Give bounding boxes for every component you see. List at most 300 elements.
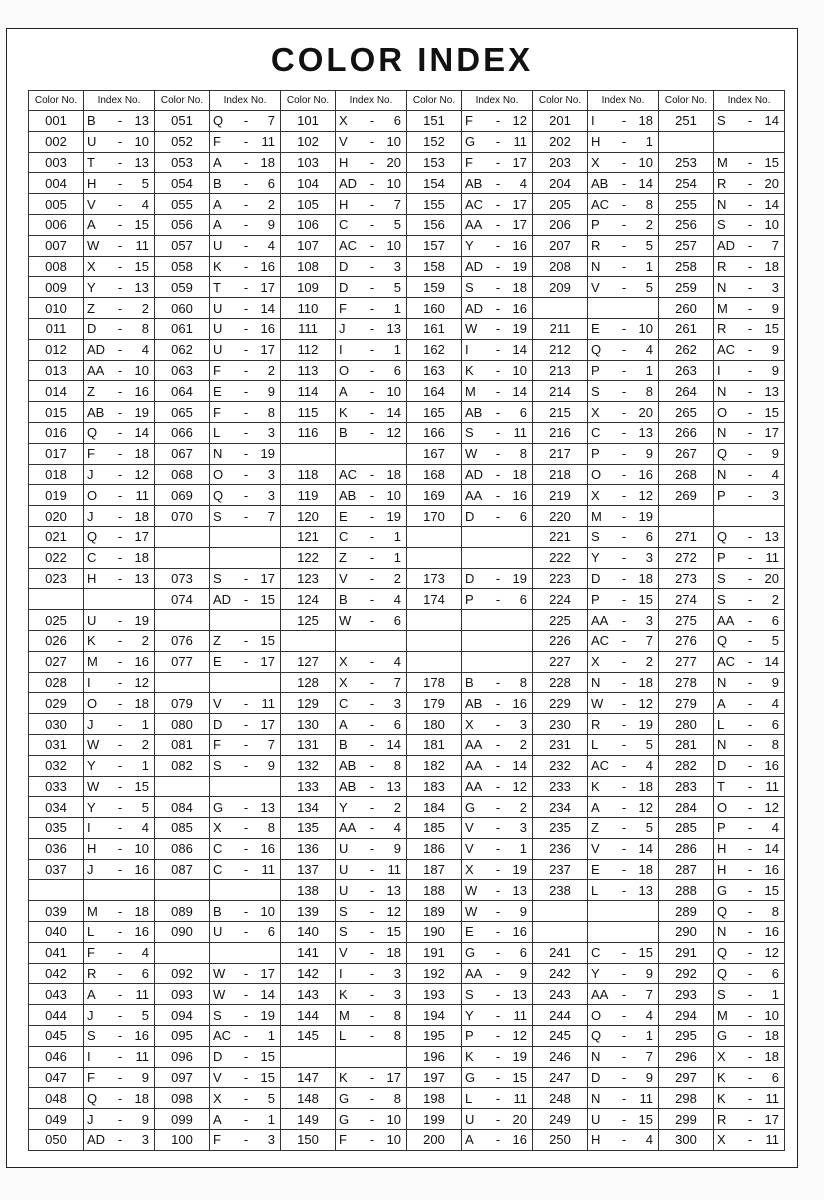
index-letter: S bbox=[717, 986, 726, 1002]
index-letter: N bbox=[717, 383, 727, 399]
index-number: 20 bbox=[386, 154, 401, 170]
index-no-cell bbox=[462, 901, 533, 922]
index-number: 4 bbox=[771, 695, 779, 711]
index-letter: R bbox=[717, 321, 727, 337]
color-no-cell bbox=[281, 630, 336, 651]
index-dash: - bbox=[117, 633, 123, 649]
index-dash: - bbox=[117, 279, 123, 295]
index-number: 18 bbox=[134, 508, 149, 524]
index-letter: R bbox=[87, 966, 97, 982]
index-no-cell bbox=[588, 111, 659, 132]
index-number: 10 bbox=[764, 1007, 779, 1023]
index-no-cell bbox=[714, 714, 785, 735]
index-number: 8 bbox=[393, 1007, 401, 1023]
color-no-cell: 291 bbox=[659, 942, 714, 963]
index-letter: F bbox=[339, 1132, 347, 1148]
color-no-cell: 132 bbox=[281, 755, 336, 776]
index-number: 6 bbox=[771, 1070, 779, 1086]
index-no-cell bbox=[588, 547, 659, 568]
index-number: 19 bbox=[134, 404, 149, 420]
index-dash: - bbox=[243, 425, 249, 441]
index-number: 20 bbox=[764, 175, 779, 191]
index-no-cell bbox=[714, 672, 785, 693]
color-no-cell: 124 bbox=[281, 589, 336, 610]
color-no-cell: 121 bbox=[281, 526, 336, 547]
index-no-cell bbox=[588, 1026, 659, 1047]
index-number: 13 bbox=[134, 279, 149, 295]
index-number: 9 bbox=[771, 446, 779, 462]
index-no-cell bbox=[336, 838, 407, 859]
index-dash: - bbox=[243, 1070, 249, 1086]
index-number: 6 bbox=[771, 716, 779, 732]
index-dash: - bbox=[495, 175, 501, 191]
color-no-cell: 101 bbox=[281, 111, 336, 132]
index-dash: - bbox=[117, 1111, 123, 1127]
index-letter: AC bbox=[591, 633, 610, 649]
index-dash: - bbox=[621, 362, 627, 378]
index-letter: W bbox=[465, 903, 478, 919]
index-letter: P bbox=[591, 217, 600, 233]
index-no-cell bbox=[210, 589, 281, 610]
index-no-cell bbox=[210, 506, 281, 527]
index-letter: R bbox=[591, 238, 601, 254]
index-no-cell bbox=[336, 984, 407, 1005]
index-dash: - bbox=[747, 154, 753, 170]
index-dash: - bbox=[747, 674, 753, 690]
color-no-cell: 094 bbox=[155, 1005, 210, 1026]
index-dash: - bbox=[621, 196, 627, 212]
index-no-cell bbox=[462, 318, 533, 339]
index-dash: - bbox=[747, 695, 753, 711]
color-no-cell bbox=[155, 942, 210, 963]
index-letter: M bbox=[717, 1007, 728, 1023]
color-no-cell: 219 bbox=[533, 485, 588, 506]
index-letter: N bbox=[717, 737, 727, 753]
index-letter: AC bbox=[717, 342, 736, 358]
index-dash: - bbox=[369, 654, 375, 670]
index-letter: F bbox=[213, 362, 221, 378]
color-no-cell bbox=[155, 672, 210, 693]
color-no-cell bbox=[155, 547, 210, 568]
index-letter: R bbox=[717, 175, 727, 191]
index-number: 14 bbox=[386, 737, 401, 753]
index-no-cell bbox=[714, 797, 785, 818]
color-no-cell: 073 bbox=[155, 568, 210, 589]
index-no-cell bbox=[210, 714, 281, 735]
index-letter: AB bbox=[465, 695, 483, 711]
color-no-cell: 158 bbox=[407, 256, 462, 277]
index-dash: - bbox=[495, 342, 501, 358]
color-no-cell: 102 bbox=[281, 131, 336, 152]
index-dash: - bbox=[243, 1132, 249, 1148]
index-letter: U bbox=[213, 924, 223, 940]
index-dash: - bbox=[243, 383, 249, 399]
index-no-cell bbox=[84, 1109, 155, 1130]
color-no-cell: 066 bbox=[155, 422, 210, 443]
index-letter: W bbox=[465, 446, 478, 462]
index-letter: T bbox=[87, 154, 95, 170]
index-no-cell bbox=[84, 111, 155, 132]
index-number: 12 bbox=[638, 799, 653, 815]
color-no-cell: 123 bbox=[281, 568, 336, 589]
index-dash: - bbox=[117, 695, 123, 711]
index-dash: - bbox=[495, 383, 501, 399]
color-no-cell: 183 bbox=[407, 776, 462, 797]
index-number: 14 bbox=[764, 654, 779, 670]
index-dash: - bbox=[243, 799, 249, 815]
index-dash: - bbox=[621, 529, 627, 545]
index-letter: U bbox=[465, 1111, 475, 1127]
index-number: 10 bbox=[386, 1111, 401, 1127]
color-no-cell: 001 bbox=[29, 111, 84, 132]
color-no-cell: 130 bbox=[281, 714, 336, 735]
index-no-cell bbox=[588, 339, 659, 360]
index-no-cell bbox=[462, 1088, 533, 1109]
index-letter: A bbox=[213, 154, 222, 170]
index-dash: - bbox=[495, 778, 501, 794]
index-no-cell bbox=[84, 1088, 155, 1109]
color-no-cell: 195 bbox=[407, 1026, 462, 1047]
index-letter: W bbox=[339, 612, 352, 628]
color-no-cell: 276 bbox=[659, 630, 714, 651]
index-letter: X bbox=[591, 154, 600, 170]
index-dash: - bbox=[369, 820, 375, 836]
index-dash: - bbox=[621, 466, 627, 482]
index-letter: D bbox=[213, 1049, 223, 1065]
color-no-cell: 260 bbox=[659, 298, 714, 319]
index-number: 16 bbox=[134, 654, 149, 670]
index-number: 9 bbox=[645, 1070, 653, 1086]
color-no-cell: 164 bbox=[407, 381, 462, 402]
color-no-cell: 247 bbox=[533, 1067, 588, 1088]
index-letter: D bbox=[465, 508, 475, 524]
color-no-cell: 230 bbox=[533, 714, 588, 735]
index-dash: - bbox=[117, 342, 123, 358]
color-no-cell: 039 bbox=[29, 901, 84, 922]
index-number: 19 bbox=[512, 1049, 527, 1065]
color-no-cell: 272 bbox=[659, 547, 714, 568]
index-dash: - bbox=[621, 654, 627, 670]
index-letter: H bbox=[339, 196, 349, 212]
color-no-cell: 298 bbox=[659, 1088, 714, 1109]
color-no-cell: 188 bbox=[407, 880, 462, 901]
index-dash: - bbox=[747, 1090, 753, 1106]
color-no-cell: 223 bbox=[533, 568, 588, 589]
color-no-cell: 061 bbox=[155, 318, 210, 339]
index-no-cell bbox=[714, 651, 785, 672]
index-letter: S bbox=[465, 279, 474, 295]
index-number: 8 bbox=[771, 737, 779, 753]
index-number: 6 bbox=[771, 966, 779, 982]
index-number: 17 bbox=[764, 1111, 779, 1127]
index-no-cell bbox=[210, 214, 281, 235]
table-row bbox=[29, 610, 785, 631]
index-number: 9 bbox=[771, 674, 779, 690]
color-no-cell: 218 bbox=[533, 464, 588, 485]
table-row bbox=[29, 381, 785, 402]
index-no-cell bbox=[210, 1130, 281, 1151]
index-number: 12 bbox=[512, 113, 527, 129]
index-no-cell bbox=[84, 610, 155, 631]
index-no-cell bbox=[462, 942, 533, 963]
index-no-cell bbox=[336, 963, 407, 984]
index-no-cell bbox=[714, 1088, 785, 1109]
color-no-cell: 144 bbox=[281, 1005, 336, 1026]
table-row bbox=[29, 111, 785, 132]
index-no-cell bbox=[588, 443, 659, 464]
index-number: 13 bbox=[638, 425, 653, 441]
index-dash: - bbox=[243, 633, 249, 649]
index-dash: - bbox=[117, 1132, 123, 1148]
index-letter: J bbox=[87, 466, 94, 482]
index-letter: N bbox=[717, 466, 727, 482]
index-dash: - bbox=[495, 799, 501, 815]
color-no-cell: 051 bbox=[155, 111, 210, 132]
index-no-cell bbox=[714, 755, 785, 776]
index-dash: - bbox=[117, 217, 123, 233]
index-dash: - bbox=[117, 321, 123, 337]
index-no-cell bbox=[84, 485, 155, 506]
index-no-cell bbox=[462, 464, 533, 485]
index-letter: U bbox=[591, 1111, 601, 1127]
index-number: 15 bbox=[260, 1049, 275, 1065]
index-no-cell bbox=[84, 256, 155, 277]
color-no-cell: 296 bbox=[659, 1046, 714, 1067]
table-row bbox=[29, 464, 785, 485]
index-dash: - bbox=[369, 570, 375, 586]
index-dash: - bbox=[117, 1007, 123, 1023]
index-letter: K bbox=[465, 1049, 474, 1065]
index-no-cell bbox=[210, 318, 281, 339]
index-number: 4 bbox=[141, 342, 149, 358]
index-dash: - bbox=[369, 1070, 375, 1086]
index-letter: X bbox=[339, 654, 348, 670]
index-no-cell bbox=[588, 755, 659, 776]
index-letter: AA bbox=[717, 612, 735, 628]
index-no-cell bbox=[588, 173, 659, 194]
color-no-cell: 203 bbox=[533, 152, 588, 173]
index-letter: F bbox=[87, 446, 95, 462]
index-letter: W bbox=[465, 321, 478, 337]
color-no-cell: 077 bbox=[155, 651, 210, 672]
index-letter: E bbox=[213, 654, 222, 670]
index-number: 16 bbox=[512, 300, 527, 316]
index-dash: - bbox=[369, 758, 375, 774]
index-number: 17 bbox=[260, 570, 275, 586]
index-no-cell bbox=[210, 339, 281, 360]
index-no-cell bbox=[210, 443, 281, 464]
index-number: 6 bbox=[519, 945, 527, 961]
table-row bbox=[29, 485, 785, 506]
color-no-cell: 182 bbox=[407, 755, 462, 776]
color-no-cell: 216 bbox=[533, 422, 588, 443]
index-dash: - bbox=[747, 924, 753, 940]
index-dash: - bbox=[369, 362, 375, 378]
color-no-cell: 097 bbox=[155, 1067, 210, 1088]
index-number: 15 bbox=[764, 404, 779, 420]
index-letter: W bbox=[213, 966, 226, 982]
color-no-cell: 152 bbox=[407, 131, 462, 152]
index-no-cell bbox=[210, 235, 281, 256]
index-number: 5 bbox=[393, 279, 401, 295]
index-dash: - bbox=[621, 778, 627, 794]
color-no-cell: 087 bbox=[155, 859, 210, 880]
index-letter: H bbox=[717, 862, 727, 878]
index-no-cell bbox=[714, 1109, 785, 1130]
color-no-cell: 015 bbox=[29, 402, 84, 423]
index-dash: - bbox=[243, 820, 249, 836]
index-no-cell bbox=[714, 1005, 785, 1026]
index-no-cell bbox=[588, 880, 659, 901]
index-dash: - bbox=[369, 217, 375, 233]
index-no-cell bbox=[714, 360, 785, 381]
index-no-cell bbox=[336, 589, 407, 610]
color-no-cell: 232 bbox=[533, 755, 588, 776]
index-no-cell bbox=[588, 485, 659, 506]
index-number: 15 bbox=[638, 591, 653, 607]
color-no-cell: 228 bbox=[533, 672, 588, 693]
index-number: 10 bbox=[134, 841, 149, 857]
index-no-cell bbox=[336, 880, 407, 901]
color-no-cell: 221 bbox=[533, 526, 588, 547]
index-dash: - bbox=[369, 778, 375, 794]
index-number: 12 bbox=[764, 945, 779, 961]
index-letter: G bbox=[465, 799, 476, 815]
index-dash: - bbox=[747, 529, 753, 545]
index-number: 18 bbox=[764, 258, 779, 274]
index-number: 2 bbox=[771, 591, 779, 607]
index-no-cell bbox=[210, 901, 281, 922]
index-letter: AC bbox=[213, 1028, 232, 1044]
index-number: 11 bbox=[135, 986, 149, 1002]
index-dash: - bbox=[495, 217, 501, 233]
index-letter: U bbox=[213, 321, 223, 337]
index-no-cell bbox=[336, 485, 407, 506]
index-no-cell bbox=[588, 838, 659, 859]
index-number: 18 bbox=[134, 446, 149, 462]
index-number: 19 bbox=[134, 612, 149, 628]
index-dash: - bbox=[621, 841, 627, 857]
index-number: 15 bbox=[134, 258, 149, 274]
index-number: 10 bbox=[386, 383, 401, 399]
color-no-cell: 070 bbox=[155, 506, 210, 527]
index-dash: - bbox=[747, 279, 753, 295]
color-no-cell: 018 bbox=[29, 464, 84, 485]
color-no-cell: 212 bbox=[533, 339, 588, 360]
table-row bbox=[29, 298, 785, 319]
index-no-cell bbox=[210, 963, 281, 984]
index-no-cell bbox=[84, 339, 155, 360]
index-number: 1 bbox=[393, 300, 401, 316]
index-no-cell bbox=[336, 1067, 407, 1088]
index-letter: Y bbox=[591, 966, 600, 982]
index-letter: X bbox=[465, 862, 474, 878]
index-number: 7 bbox=[645, 986, 653, 1002]
index-dash: - bbox=[621, 986, 627, 1002]
index-no-cell bbox=[588, 859, 659, 880]
index-letter: J bbox=[87, 1111, 94, 1127]
index-dash: - bbox=[117, 862, 123, 878]
index-number: 1 bbox=[645, 134, 653, 150]
color-no-cell: 019 bbox=[29, 485, 84, 506]
index-letter: G bbox=[339, 1090, 350, 1106]
color-no-cell: 010 bbox=[29, 298, 84, 319]
index-letter: S bbox=[213, 508, 222, 524]
table-row bbox=[29, 402, 785, 423]
index-letter: M bbox=[717, 300, 728, 316]
index-dash: - bbox=[747, 758, 753, 774]
color-no-cell: 274 bbox=[659, 589, 714, 610]
index-number: 18 bbox=[638, 674, 653, 690]
index-no-cell bbox=[588, 1067, 659, 1088]
index-no-cell bbox=[588, 131, 659, 152]
index-no-cell bbox=[462, 173, 533, 194]
color-no-cell: 265 bbox=[659, 402, 714, 423]
index-number: 12 bbox=[134, 674, 149, 690]
color-no-cell: 256 bbox=[659, 214, 714, 235]
index-letter: AA bbox=[339, 820, 357, 836]
index-letter: Q bbox=[213, 113, 224, 129]
index-dash: - bbox=[243, 966, 249, 982]
index-no-cell bbox=[462, 506, 533, 527]
index-dash: - bbox=[243, 716, 249, 732]
index-no-cell bbox=[336, 922, 407, 943]
index-dash: - bbox=[495, 841, 501, 857]
index-letter: D bbox=[213, 716, 223, 732]
index-no-cell bbox=[588, 526, 659, 547]
index-no-cell bbox=[84, 630, 155, 651]
index-letter: S bbox=[213, 758, 222, 774]
index-letter: A bbox=[213, 1111, 222, 1127]
index-number: 12 bbox=[638, 695, 653, 711]
index-number: 10 bbox=[386, 134, 401, 150]
color-no-cell: 159 bbox=[407, 277, 462, 298]
color-no-cell: 281 bbox=[659, 734, 714, 755]
index-letter: K bbox=[339, 404, 348, 420]
color-no-cell: 288 bbox=[659, 880, 714, 901]
table-row bbox=[29, 651, 785, 672]
index-dash: - bbox=[495, 945, 501, 961]
index-letter: Q bbox=[717, 903, 728, 919]
index-number: 18 bbox=[512, 466, 527, 482]
color-no-cell: 292 bbox=[659, 963, 714, 984]
index-no-cell bbox=[336, 235, 407, 256]
index-dash: - bbox=[243, 737, 249, 753]
index-no-cell bbox=[714, 422, 785, 443]
color-no-cell: 074 bbox=[155, 589, 210, 610]
table-row bbox=[29, 194, 785, 215]
index-number: 11 bbox=[387, 862, 401, 878]
index-no-cell bbox=[336, 464, 407, 485]
color-no-cell: 187 bbox=[407, 859, 462, 880]
index-dash: - bbox=[243, 446, 249, 462]
index-dash: - bbox=[621, 342, 627, 358]
color-no-cell: 142 bbox=[281, 963, 336, 984]
index-number: 15 bbox=[260, 591, 275, 607]
index-no-cell bbox=[210, 984, 281, 1005]
index-number: 18 bbox=[134, 1090, 149, 1106]
index-dash: - bbox=[243, 466, 249, 482]
color-no-cell: 199 bbox=[407, 1109, 462, 1130]
index-dash: - bbox=[243, 924, 249, 940]
index-dash: - bbox=[117, 716, 123, 732]
index-number: 19 bbox=[512, 321, 527, 337]
index-number: 4 bbox=[645, 1007, 653, 1023]
index-number: 16 bbox=[134, 383, 149, 399]
index-no-cell bbox=[84, 1026, 155, 1047]
index-no-cell bbox=[462, 963, 533, 984]
index-letter: W bbox=[87, 778, 100, 794]
